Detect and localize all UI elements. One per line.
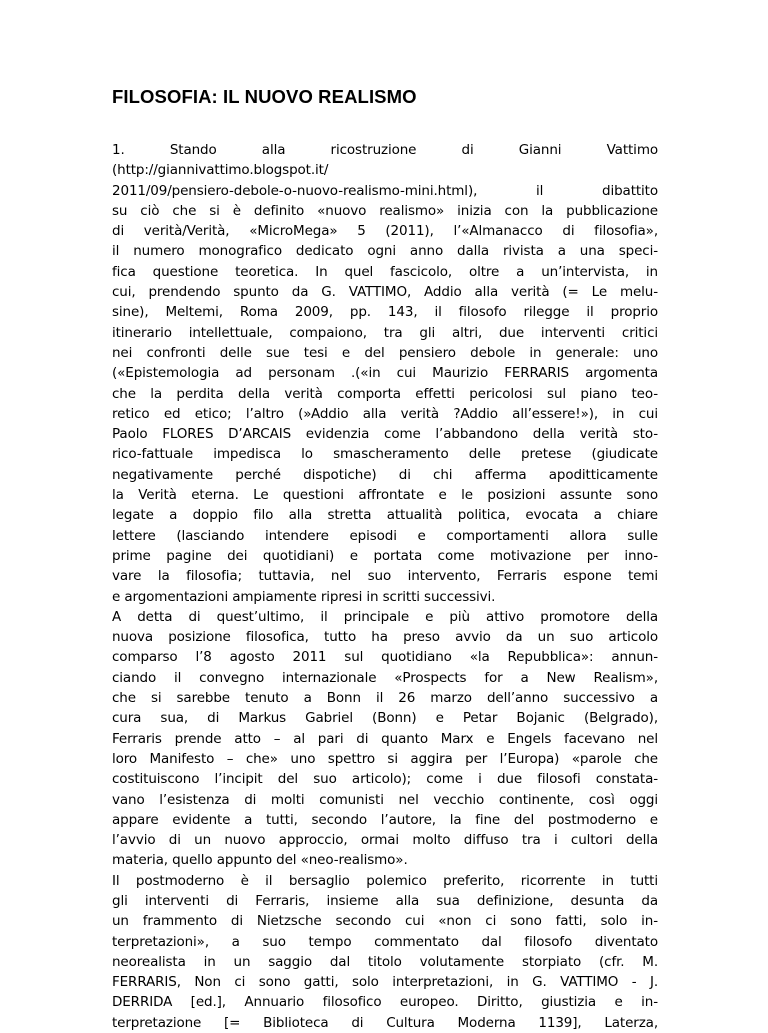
text-line: ciando il convegno internazionale «Prospects for a New Realism», (112, 669, 658, 686)
text-line: un frammento di Nietzsche secondo cui «non ci sono fatti, solo in- (112, 913, 658, 930)
text-line: 2011/09/pensiero-debole-o-nuovo-realismo-mini.html), il dibattito (112, 182, 658, 199)
text-line: vare la filosofia; tuttavia, nel suo intervento, Ferraris espone temi (112, 568, 658, 585)
text-line: l’avvio di un nuovo approccio, ormai molto diffuso tra i cultori della (112, 832, 658, 849)
text-line: FERRARIS, Non ci sono gatti, solo interpretazioni, in G. VATTIMO - J. (112, 974, 658, 991)
text-line: gli interventi di Ferraris, insieme alla sua definizione, desunta da (112, 892, 658, 909)
text-line: Il postmoderno è il bersaglio polemico preferito, ricorrente in tutti (112, 872, 658, 889)
text-line: vano l’esistenza di molti comunisti nel vecchio continente, così oggi (112, 791, 658, 808)
text-line: su ciò che si è definito «nuovo realismo» inizia con la pubblicazione (112, 202, 658, 219)
text-line: lettere (lasciando intendere episodi e comportamenti allora sulle (112, 527, 658, 544)
text-line: (http://giannivattimo.blogspot.it/ (112, 162, 329, 179)
text-line: che la perdita della verità comporta effetti pericolosi sul piano teo- (112, 385, 658, 402)
text-line: comparso l’8 agosto 2011 sul quotidiano «la Repubblica»: annun- (112, 649, 658, 666)
text-line: la Verità eterna. Le questioni affrontate e le posizioni assunte sono (112, 487, 658, 504)
text-line: rico-fattuale impedisca lo smascheramento delle pretese (giudicate (112, 446, 658, 463)
text-line: DERRIDA [ed.], Annuario filosofico europeo. Diritto, giustizia e in- (112, 994, 658, 1011)
body-text (112, 140, 658, 1033)
text-line: 1. Stando alla ricostruzione di Gianni Vattimo (112, 142, 658, 158)
text-line: di verità/Verità, «MicroMega» 5 (2011), l’«Almanacco di filosofia», (112, 223, 658, 240)
text-line: terpretazione [= Biblioteca di Cultura Moderna 1139], Laterza, (112, 1014, 658, 1031)
text-line: il numero monografico dedicato ogni anno dalla rivista a una speci- (112, 243, 658, 260)
text-line: negativamente perché dispotiche) di chi afferma apoditticamente (112, 466, 658, 483)
text-line: costituiscono l’incipit del suo articolo); come i due filosofi constata- (112, 771, 658, 788)
text-line: appare evidente a tutti, secondo l’autore, la fine del postmoderno e (112, 811, 658, 828)
text-line: A detta di quest’ultimo, il principale e più attivo promotore della (112, 608, 658, 625)
text-line: e argomentazioni ampiamente ripresi in scritti successivi. (112, 588, 496, 605)
text-line: neorealista in un saggio dal titolo volutamente storpiato (cfr. M. (112, 953, 658, 970)
text-line: sine), Meltemi, Roma 2009, pp. 143, il filosofo rilegge il proprio (112, 304, 658, 321)
text-line: itinerario intellettuale, compaiono, tra gli altri, due interventi critici (112, 324, 658, 341)
text-line: legate a doppio filo alla stretta attualità politica, evocata a chiare (112, 507, 658, 524)
text-line: prime pagine dei quotidiani) e portata come motivazione per inno- (112, 547, 658, 564)
text-line: nei confronti delle sue tesi e del pensiero debole in generale: uno (112, 344, 658, 361)
text-line: Paolo FLORES D’ARCAIS evidenzia come l’abbandono della verità sto- (112, 426, 658, 443)
text-line: retico ed etico; l’altro (»Addio alla verità ?Addio all’essere!»), in cui (112, 405, 658, 422)
text-line: cui, prendendo spunto da G. VATTIMO, Addio alla verità (= Le melu- (112, 284, 658, 301)
text-line: cura sua, di Markus Gabriel (Bonn) e Petar Bojanic (Belgrado), (112, 710, 658, 727)
text-line: materia, quello appunto del «neo-realismo». (112, 852, 408, 869)
text-line: loro Manifesto – che» uno spettro si aggira per l’Europa) «parole che (112, 750, 658, 767)
page-title: FILOSOFIA: IL NUOVO REALISMO (112, 86, 417, 107)
text-line: fica questione teoretica. In quel fascicolo, oltre a un’intervista, in (112, 263, 658, 280)
text-line: terpretazioni», a suo tempo commentato dal filosofo diventato (112, 933, 658, 950)
text-line: Ferraris prende atto – al pari di quanto Marx e Engels facevano nel (112, 730, 658, 747)
text-line: («Epistemologia ad personam .(«in cui Maurizio FERRARIS argomenta (112, 365, 658, 382)
text-line: che si sarebbe tenuto a Bonn il 26 marzo dell’anno successivo a (112, 690, 658, 707)
text-line: nuova posizione filosofica, tutto ha preso avvio da un suo articolo (112, 629, 658, 646)
